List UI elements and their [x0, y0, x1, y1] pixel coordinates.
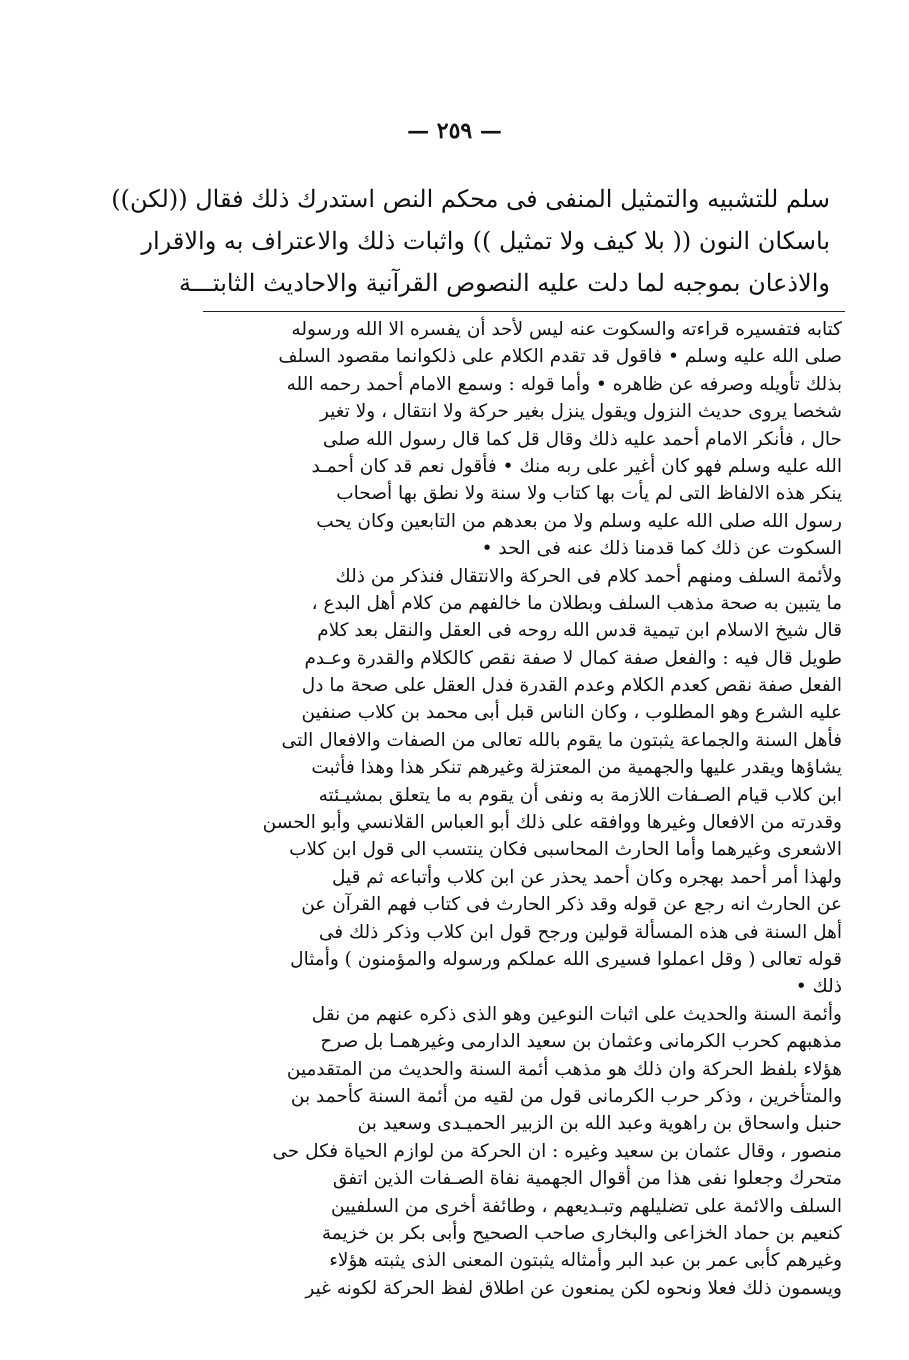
footnote-line: يشاؤها ويقدر عليها والجهمية من المعتزلة وغيرهم تنكر هذا وهذا فأثبت	[311, 757, 842, 779]
main-text-line: والاذعان بموجبه لما دلت عليه النصوص القرآنية والاحاديث الثابتـــة	[179, 269, 830, 297]
footnote-line: أهل السنة فى هذه المسألة قولين ورجح قول ابن كلاب وذكر ذلك فى	[318, 921, 842, 943]
footnote-line: عليه الشرع وهو المطلوب ، وكان الناس قبل أبى محمد بن كلاب صنفين	[301, 702, 842, 724]
main-text-line: باسكان النون (( بلا كيف ولا تمثيل )) واثبات ذلك والاعتراف به والاقرار	[141, 227, 830, 255]
main-text-line: سلم للتشبيه والتمثيل المنفى فى محكم النص استدرك ذلك فقال ((لكن))	[111, 185, 830, 213]
footnote-line: وقدرته من الافعال وغيرها ووافقه على ذلك أبو العباس القلانسي وأبو الحسن	[262, 812, 842, 834]
footnote-line: قوله تعالى ( وقل اعملوا فسيرى الله عملكم ورسوله والمؤمنون ) وأمثال	[290, 948, 842, 970]
footnote-line: قال شيخ الاسلام ابن تيمية قدس الله روحه فى العقل والنقل بعد كلام	[317, 620, 842, 642]
footnote-line: مذهبهم كحرب الكرمانى وعثمان بن سعيد الدارمى وغيرهمـا بل صرح	[320, 1031, 842, 1053]
footnote-line: الفعل صفة نقص كعدم الكلام وعدم القدرة فدل العقل على صحة ما دل	[301, 675, 842, 697]
footnote-line: الاشعرى وغيرهما وأما الحارث المحاسبى فكان ينتسب الى قول ابن كلاب	[289, 839, 842, 861]
footnote-line: هؤلاء بلفظ الحركة وان ذلك هو مذهب أئمة السنة والحديث من المتقدمين	[286, 1058, 842, 1080]
footnote-line: طويل قال فيه : والفعل صفة كمال لا صفة نقص كالكلام والقدرة وعـدم	[304, 647, 842, 669]
footnote-line: ذلك •	[795, 976, 842, 998]
footnote-text	[200, 316, 842, 1302]
footnote-line: والمتأخرين ، وذكر حرب الكرمانى قول من لقيه من أئمة السنة كأحمد بن	[290, 1085, 842, 1107]
footnote-line: ابن كلاب قيام الصـفات اللازمة به ونفى أن يقوم به ما يتعلق بمشيـئته	[318, 784, 842, 806]
footnote-line: عن الحارث انه رجع عن قوله وقد ذكر الحارث فى كتاب فهم القرآن عن	[301, 894, 842, 916]
footnote-line: الله عليه وسلم فهو كان أغير على ربه منك • فأقول نعم قد كان أحمـد	[311, 455, 842, 477]
main-text	[111, 178, 830, 304]
footnote-line: ولأئمة السلف ومنهم أحمد كلام فى الحركة والانتقال فنذكر من ذلك	[335, 565, 842, 587]
footnote-line: السلف والائمة على تضليلهم وتبـديعهم ، وطائفة أخرى من السلفيين	[331, 1195, 842, 1217]
footnote-line: ما يتبين به صحة مذهب السلف وبطلان ما خالفهم من كلام أهل البدع ،	[311, 592, 842, 614]
footnote-line: ينكر هذه الالفاظ التى لم يأت بها كتاب ولا سنة ولا نطق بها أصحاب	[336, 483, 842, 505]
page-number: — ٢٥٩ —	[407, 118, 502, 144]
footnote-line: ولهذا أمر أحمد بهجره وكان أحمد يحذر عن ابن كلاب وأتباعه ثم قيل	[331, 866, 842, 888]
footnote-divider	[203, 311, 845, 312]
footnote-line: شخصا يروى حديث النزول ويقول ينزل بغير حركة ولا انتقال ، ولا تغير	[319, 401, 842, 423]
footnote-line: حال ، فأنكر الامام أحمد عليه ذلك وقال قل كما قال رسول الله صلى	[322, 428, 842, 450]
footnote-line: وأئمة السنة والحديث على اثبات النوعين وهو الذى ذكره عنهم من نقل	[311, 1003, 842, 1025]
footnote-line: وغيرهم كأبى عمر بن عبد البر وأمثاله يثبتون المعنى الذى يثبته هؤلاء	[329, 1250, 842, 1272]
footnote-line: كنعيم بن حماد الخزاعى والبخارى صاحب الصحيح وأبى بكر بن خزيمة	[321, 1222, 842, 1244]
footnote-line: السكوت عن ذلك كما قدمنا ذلك عنه فى الحد •	[481, 538, 842, 560]
footnote-line: بذلك تأويله وصرفه عن ظاهره • وأما قوله : وسمع الامام أحمد رحمه الله	[286, 373, 842, 395]
footnote-line: كتابه فتفسيره قراءته والسكوت عنه ليس لأحد أن يفسره الا الله ورسوله	[291, 319, 842, 340]
footnote-line: رسول الله صلى الله عليه وسلم ولا من بعدهم من التابعين وكان يحب	[316, 510, 842, 532]
footnote-line: حنبل واسحاق بن راهوية وعبد الله بن الزبير الحميـدى وسعيد بن	[357, 1113, 842, 1135]
footnote-line: ويسمون ذلك فعلا ونحوه لكن يمنعون عن اطلاق لفظ الحركة لكونه غير	[305, 1277, 842, 1299]
footnote-line: متحرك وجعلوا نفى هذا من أقوال الجهمية نفاة الصـفات الذين اتفق	[332, 1168, 842, 1190]
footnote-line: صلى الله عليه وسلم • فاقول قد تقدم الكلام على ذلكوانما مقصود السلف	[278, 346, 842, 368]
footnote-line: فأهل السنة والجماعة يثبتون ما يقوم بالله تعالى من الصفات والافعال التى	[281, 729, 842, 751]
footnote-line: منصور ، وقال عثمان بن سعيد وغيره : ان الحركة من لوازم الحياة فكل حى	[272, 1140, 842, 1162]
